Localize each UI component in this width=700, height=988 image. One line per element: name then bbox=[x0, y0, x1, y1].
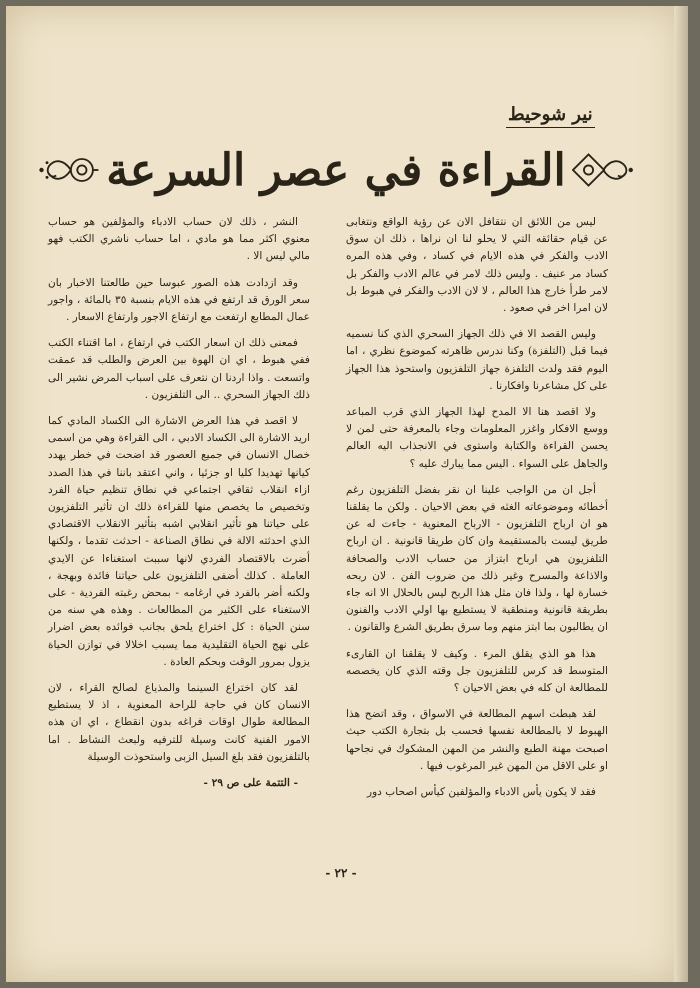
paragraph: لا اقصد في هذا العرض الاشارة الى الكساد المادي كما اريد الاشارة الى الكساد الادبي ، الى القراءة وهي من اسمى خصال الانسان في جميع العصور قد اضحت في خطر يهدد كيانها تهديدا كليا او جزئيا ، واني اعتقد باننا في هذا الصدد ازاء انقلاب ثقافي اجتماعي في نطاق تنظيم حياة الفرد وتخصيص ما يخصص منها للقراءة ذلك ان تأثير التلفزيون على حياتنا هو تأثير انقلابي اشبه بتأثير الانقلاب الاقتصادي الذي احدثته الالة في نطاق الصناعة - احدثت تقدما ، ولكنها أضرت بالاقتصاد الفردي لانها سببت استغناءا عن الايدي العاملة . كذلك أضفى التلفزيون على حياتنا فائدة وبهجة ، ولكنه أضر بالفرد في ارغامه - بمحض رغبته الفردية - على الاستغناء على الكثير من المطالعات . وهذه هي سنه من سنن الحياة : كل اختراع يلحق بجانب فوائده بعض اضرار على نهج الحياة التقليدية مما يسبب اخلالا في توازن الحياة يزول بمرور الوقت وبحكم العادة . bbox=[48, 415, 310, 668]
paragraph: وليس القصد الا في ذلك الجهاز السحري الذي كنا نسميه فيما قبل (التلفزة) وكنا ندرس ظاهرته كموضوع نظري ، اما اليوم فقد ولدت التلفزة جهاز التلفزيون واستحوذ هذا الجهاز على كل مشاعرنا وافكارنا . bbox=[346, 328, 608, 392]
article-column-right bbox=[346, 214, 608, 810]
paragraph: ولا اقصد هنا الا المدح لهذا الجهاز الذي قرب المباعد ووسع الافكار واغزر المعلومات وجاء بالمعرفة حتى لمن لا يحسن القراءة والكتابة واستوى في الانجذاب اليه العالم والجاهل على السواء . اليس مما يبارك عليه ؟ bbox=[346, 406, 608, 470]
magazine-page bbox=[6, 6, 682, 982]
continued-note: - التتمة على ص ٢٩ - bbox=[203, 777, 298, 790]
paragraph: ليس من اللائق ان نتقافل الان عن رؤية الواقع ونتغابى عن قيام حقائقه التي لا يحلو لنا ان نراها ، ذلك ان سوق الادب والفكر في هذه الايام في كساد ، وفي هذه المره كساد مر عنيف . وليس ذلك لامر في عالم الادب والفكر بل لامر طرأ خارج هذا العالم ، لا لان الادب والفكر في هبوط بل لان امرا اخر في صعود . bbox=[346, 216, 608, 315]
right-ornament-icon bbox=[572, 150, 636, 190]
title-block bbox=[36, 134, 636, 206]
paragraph: هذا هو الذي يقلق المرء . وكيف لا يقلقنا ان القارىء المتوسط قد كرس للتلفزيون جل وقته الذي كان يخصصه للمطالعة ان كله في بعض الاحيان ؟ bbox=[346, 647, 608, 695]
article-column-left bbox=[48, 214, 310, 801]
author-name: نير شوحيط bbox=[506, 104, 595, 128]
left-ornament-icon bbox=[36, 150, 100, 190]
page-number: - ٢٢ - bbox=[325, 866, 357, 880]
paragraph: النشر ، ذلك لان حساب الادباء والمؤلفين هو حساب معنوي اكثر مما هو مادي ، اما حساب ناشري الكتب فهو مالي ليس الا . bbox=[48, 216, 310, 263]
paragraph: لقد هبطت اسهم المطالعة في الاسواق ، وقد اتضح هذا الهبوط لا بالمطالعة نفسها فحسب بل بتجارة الكتب حيث اصبحت مهنة الطبع والنشر من المهن المشكوك في نجاحها او على الاقل من المهن غير المرغوب فيها . bbox=[346, 708, 608, 772]
paragraph: لقد كان اختراع السينما والمذياع لصالح القراء ، لان الانسان كان في حاجة للراحة المعنوية ، اذ لا يستطيع المطالعة طوال اوقات فراغه بدون انقطاع ، اي ان هذه الامور الفنية كانت وسيلة للترفيه ولبعث النشاط . اما بالتلفزيون فقد بلغ السيل الزبى واستحوذت الوسيلة bbox=[48, 682, 310, 763]
article-title: القراءة في عصر السرعة bbox=[106, 144, 566, 196]
paragraph: وقد ازدادت هذه الصور عبوسا حين طالعتنا الاخبار بان سعر الورق قد ارتفع في هذه الايام بنسبة ٣٥ بالمائة ، واجور عمال المطابع ارتفعت مع ارتفاع الاجور وارتفاع الاسعار . bbox=[48, 276, 310, 324]
paragraph: فمعنى ذلك ان اسعار الكتب في ارتفاع ، اما اقتناء الكتب ففي هبوط ، اي ان الهوة بين العرض والطلب قد عمقت واتسعت . واذا اردنا ان نتعرف على اسباب المرض نشير الى ذلك الجهاز السحري .. الى التلفزيون . bbox=[48, 337, 310, 401]
paragraph: فقد لا يكون يأس الادباء والمؤلفين كيأس اصحاب دور bbox=[366, 786, 596, 799]
paragraph: أجل ان من الواجب علينا ان نقر بفضل التلفزيون رغم أخطائه وموضوعاته الغثه في بعض الاحيان . ولكن ما يقلقنا هو ان ارباح التلفزيون - الارباح المعنوية - جاءت له عن طريق ليست بالمستقيمة وان كان طريقا قانونية . ان ارباح التلفزيون هي ارباح ابتزاز من حساب الادب والصحافة والاذاعة والمسرح وغير ذلك من ضروب الفن . لان ربحه خسارة لها ، ولذا فان مثل هذا الربح ليس بالحلال الا انه جاء بطريقة قانونية ومنطقية لا يستطيع بها اولي الادب والفنون ان يطالبون بما ابتز منهم وما سرق بطريق الشرع والقانون . bbox=[346, 483, 608, 634]
